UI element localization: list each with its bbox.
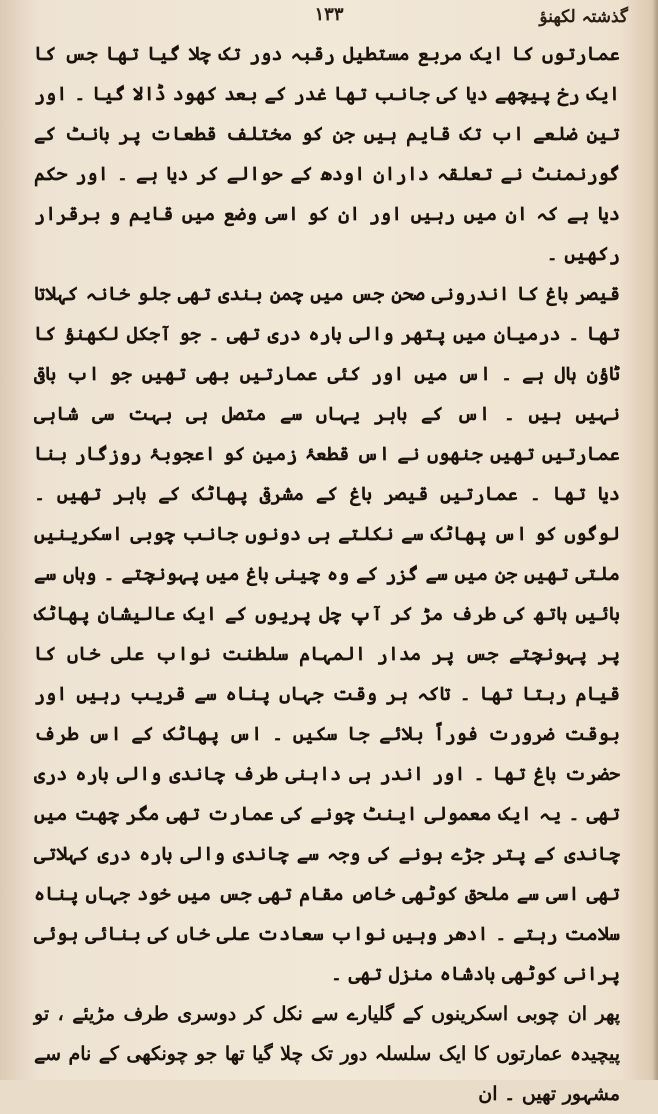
paragraph: عمارتوں کا ایک مربع مستطیل رقبہ دور تک چلا گیا تھا جس کا ایک رخ پیچھے دیا کی جانب تھا غدر کے بعد کھود ڈالا گیا ۔ اور تین ضلعے اب تک قایم ہیں جن کو مختلف قطعات پر بانٹ کے گورنمنٹ نے تعلقہ داران اودھ کے حوالے کر دیا ہے ۔ اور حکم دیا ہے کہ ان میں رہیں اور ان کو اسی وضع میں قایم و برقرار رکھیں ۔ bbox=[34, 43, 620, 265]
paragraph: قیصر باغ کا اندرونی صحن جس میں چمن بندی تھی جلو خانہ کہلاتا تھا ۔ درمیان میں پتھر والی بارہ دری تھی ۔ جو آجکل لکھنؤ کا ٹاؤن ہال ہے ۔ اس میں اور کئی عمارتیں بھی تھیں جو اب باقی نہیں ہیں ۔ اس کے باہر یہاں سے متصل ہی بہت سی شاہی عمارتیں تھیں جنھوں نے اس قطعۂ زمین کو اعجوبۂ روزگار بنا دیا تھا ۔ عمارتیں قیصر باغ کے مشرقی پھاٹک کے باہر تھیں ۔ لوگوں کو اس پھاٹک سے نکلتے ہی دونوں جانب چوبی اسکرینیں ملتی تھیں جن میں سے گزر کے وہ چینی باغ میں پہونچتے ۔ وہاں سے بائیں ہاتھ کی طرف مڑ کر آپ چل پریوں کے ایک عالیشان پھاٹک پر پہونچتے جس پر مدار المہام سلطنت نواب علی خاں کا قیام رہتا تھا ۔ تاکہ ہر وقت جہاں پناہ سے قریب رہیں اور بوقت ضرورت فوراً بلائے جا سکیں ۔ اس پھاٹک کے اس طرف حضرت باغ تھا ۔ اور اندر ہی داہنی طرف چاندی والی بارہ دری تھی ۔ یہ ایک معمولی اینٹ چونے کی عمارت تھی مگر چھت میں چاندی کے پتر جڑے ہونے کی وجہ سے چاندی والی بارہ دری کہلاتی تھی اسی سے ملحق کوٹھی خاص مقام تھی جس میں خود جہاں پناہ سلامت رہتے ۔ ادھر وہیں نواب سعادت علی خاں کی بنائی ہوئی پرانی کوٹھی بادشاہ منزل تھی ۔ bbox=[34, 283, 620, 985]
running-title: گذشتہ لکھنؤ bbox=[539, 7, 628, 27]
page-header bbox=[30, 4, 628, 34]
body-text bbox=[34, 34, 620, 1114]
page-number: ۱۳۳ bbox=[314, 4, 344, 25]
paragraph: پھر ان چوبی اسکرینوں کے گلیارے سے نکل کر دوسری طرف مڑیئے ، تو پیچیدہ عمارتوں کا ایک سلسلہ دور تک چلا گیا تھا جو چونکھی کے نام سے مشہور تھیں ۔ ان bbox=[34, 1003, 620, 1105]
